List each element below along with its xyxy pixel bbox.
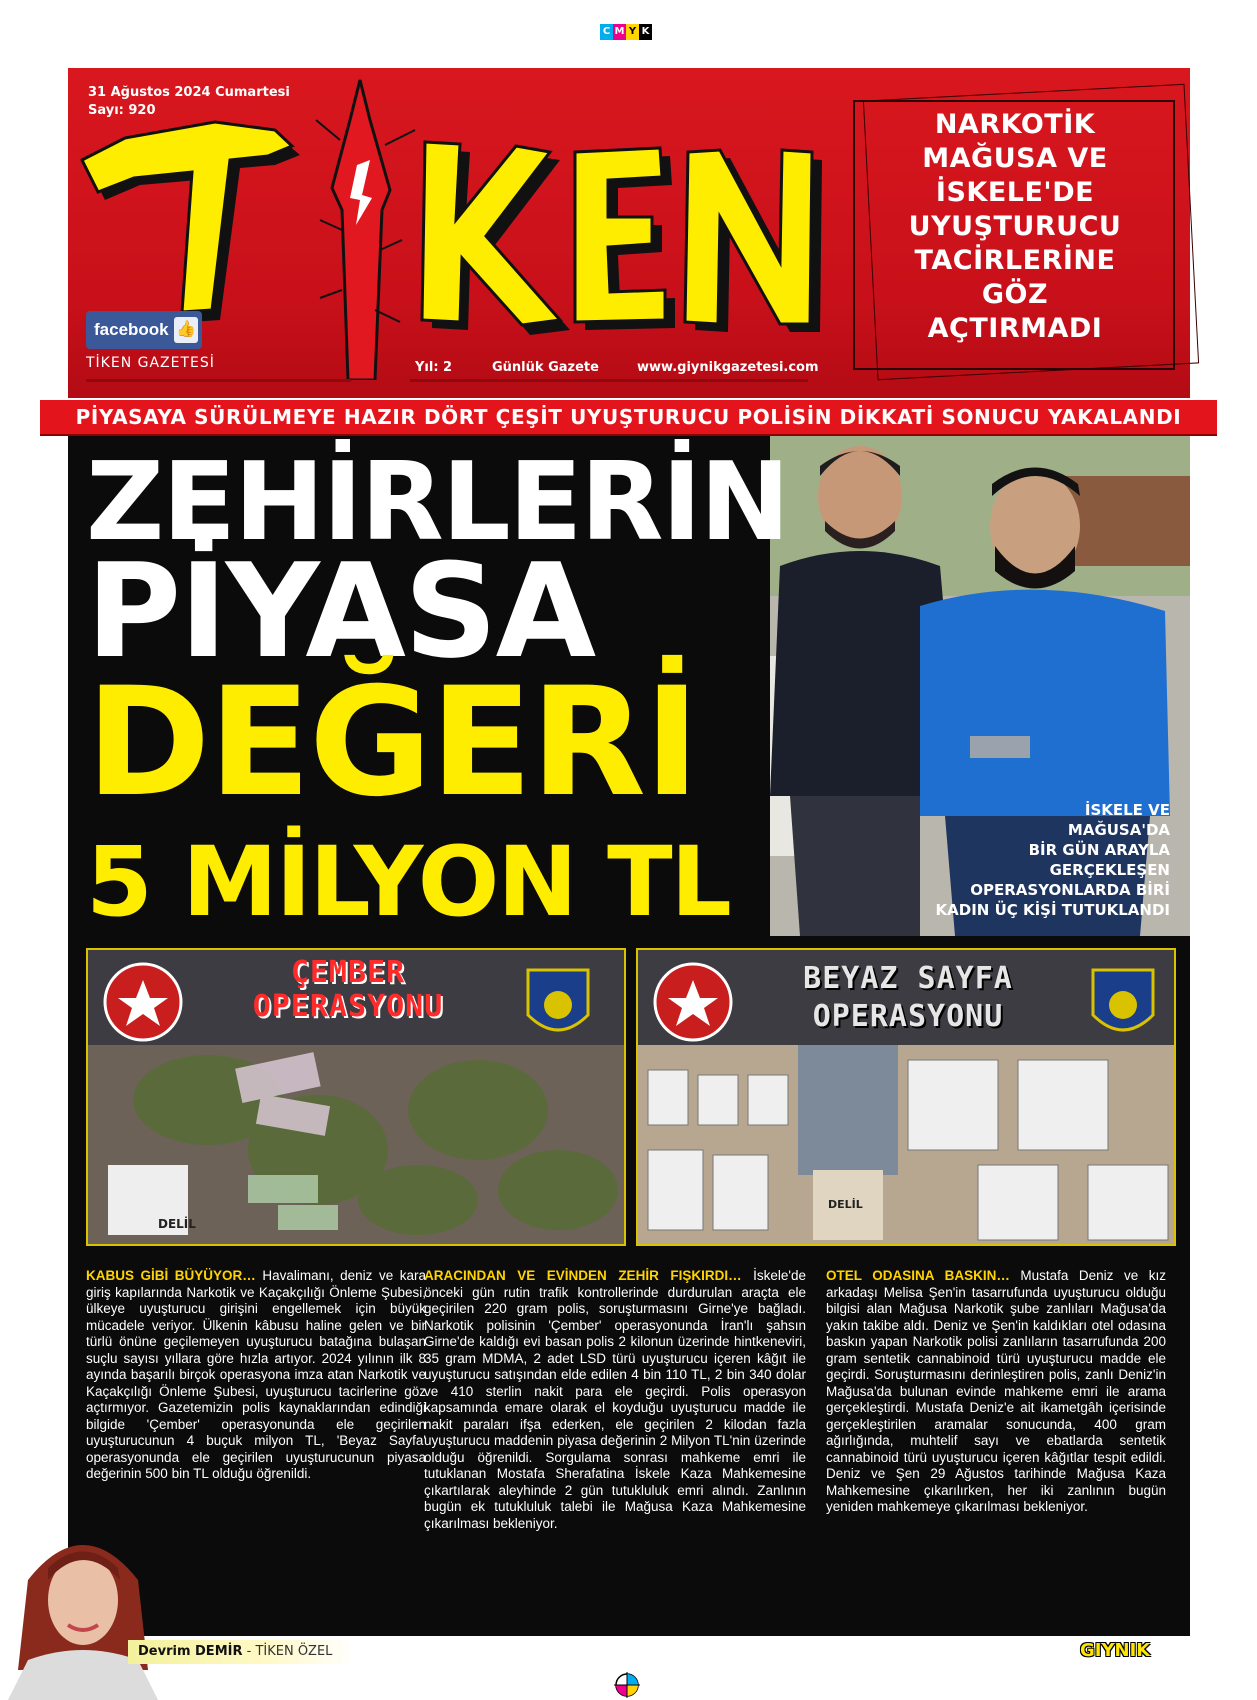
beyaz-sayfa-operation-panel — [636, 948, 1176, 1246]
column-body: İskele'de önceki gün rutin trafik kontrollerinde durdurulan araçta ele geçirilen 220 gram polis, soruşturmasını Girne'ye bağladı. Narkotik polisinin 'Çember' operasyonunda İran'lı şahsın Girne'de kaldığı evi basan polis 2 kilonun üzerinde hintkeneviri, 35 gram MDMA, 2 adet LSD türü uyuşturucu içeren kâğıt ile uyuşturucu satışından elde edilen 4 bin 110 TL, 2 bin 340 dolar ve 410 sterlin nakit para ele geçirdi. Polis operasyon kapsamında emare olarak el koyduğu uyuşturucu madde ile nakit paraları ifşa ederken, ele geçirilen 2 kilodan fazla uyuşturucu maddenin piyasa değerinin 2 Milyon TL'nin üzerinde olduğu öğrenildi. Sorgulama sonrası mahkeme emri ile tutuklanan Mostafa Sherafatina İskele Kaza Mahkemesine çıkartılarak aleyhinde 2 gün tutukluluk emri alındı. Zanlının bugün ek tutukluluk talebi ile Mağusa Kaza Mahkemesine çıkarılması bekleniyor. — [424, 1268, 806, 1531]
cmyk-mark: C M Y K — [600, 24, 652, 40]
issue-number: Sayı: 920 — [88, 103, 156, 118]
caption-line: İSKELE VE — [1084, 801, 1170, 819]
headline-line-1: ZEHİRLERİN — [86, 440, 789, 565]
website[interactable]: www.giynikgazetesi.com — [637, 360, 819, 375]
narkotik-badge-icon — [105, 964, 181, 1040]
side-headline-line: NARKOTİK — [934, 109, 1096, 140]
photo-caption — [870, 800, 1170, 920]
author-portrait — [8, 1520, 158, 1700]
panel-title-line: OPERASYONU — [252, 989, 444, 1024]
facebook-page-name: TİKEN GAZETESİ — [86, 355, 215, 371]
evidence-label: DELİL — [828, 1198, 863, 1211]
caption-line: MAĞUSA'DA — [1067, 821, 1170, 839]
divider — [86, 379, 351, 382]
article-column-2 — [424, 1268, 806, 1532]
police-badge-icon — [1093, 970, 1153, 1030]
paper-type: Günlük Gazete — [492, 360, 599, 375]
facebook-label: facebook — [94, 320, 169, 339]
beyaz-sayfa-title — [728, 960, 1088, 1036]
issue-date: 31 Ağustos 2024 Cumartesi — [88, 85, 290, 100]
panel-title-line: ÇEMBER — [290, 955, 406, 990]
kicker-banner: PİYASAYA SÜRÜLMEYE HAZIR DÖRT ÇEŞİT UYUŞTURUCU POLİSİN DİKKATİ SONUCU YAKALANDI — [40, 400, 1217, 434]
headline-line-4: 5 MİLYON TL — [86, 826, 730, 938]
side-headline-line: GÖZ — [981, 279, 1049, 310]
side-headline-line: TACİRLERİNE — [914, 245, 1116, 276]
author-name: Devrim DEMİR — [138, 1644, 243, 1659]
caption-line: GERÇEKLEŞEN — [1049, 861, 1170, 879]
column-body: Mustafa Deniz ve kız arkadaşı Melisa Şen'in tasarrufunda uyuşturucu olduğu bilgisi alan Mağusa Narkotik şube zanlıları Mağusa'da yakın takibe aldı. Deniz ve Şen'in kaldıkları otel odasına baskın yapan Narkotik polisi zanlıların tasarrufunda 200 gram sentetik cannabinoid türü uyuşturucu madde ele geçirdi. Soruşturmasını derinleştiren polis, zanlı Deniz'in Mağusa'da bulunan evinde mahkeme emri ile arama gerçekleştirdi. Mustafa Deniz'e ait ikametgâh içerisinde gerçekleştirilen aramalar sonucunda, 400 gram ağırlığında, muhtelif sayı ve ebatlarda sentetik cannabinoid türü uyuşturucu içeren kâğıtlar tespit edildi. Deniz ve Şen 29 Ağustos tarihinde Mağusa Kaza Mahkemesine çıkarılırken, her iki zanlının bugün yeniden mahkemeye çıkarılması bekleniyor. — [826, 1268, 1166, 1514]
column-lead: KABUS GİBİ BÜYÜYOR… — [86, 1268, 256, 1283]
side-headline — [860, 108, 1170, 346]
article-column-3 — [826, 1268, 1166, 1516]
side-headline-line: UYUŞTURUCU — [908, 211, 1122, 242]
evidence-label: DELİL — [158, 1217, 196, 1231]
column-lead: OTEL ODASINA BASKIN… — [826, 1268, 1010, 1283]
caption-line: KADIN ÜÇ KİŞİ TUTUKLANDI — [935, 901, 1170, 919]
side-headline-line: AÇTIRMADI — [927, 313, 1103, 344]
author-tag: - TİKEN ÖZEL — [246, 1644, 333, 1659]
caption-line: BİR GÜN ARAYLA — [1028, 841, 1170, 859]
cember-title — [178, 956, 518, 1024]
thumbs-up-icon: 👍 — [174, 317, 198, 343]
divider — [410, 379, 808, 382]
panel-title-line: OPERASYONU — [812, 999, 1004, 1034]
headline-line-2: PİYASA — [86, 535, 595, 687]
article-column-1 — [86, 1268, 426, 1483]
facebook-badge[interactable] — [86, 311, 202, 349]
cember-operation-panel — [86, 948, 626, 1246]
headline-line-3: DEĞERİ — [86, 656, 698, 830]
police-badge-icon — [528, 970, 588, 1030]
caption-line: OPERASYONLARDA BİRİ — [970, 881, 1170, 899]
giynik-logo: GIYNIK — [1080, 1640, 1151, 1661]
panel-title-line: BEYAZ SAYFA — [803, 961, 1013, 996]
year-label: Yıl: 2 — [415, 360, 453, 375]
side-headline-line: İSKELE'DE — [935, 177, 1095, 208]
narkotik-badge-icon — [655, 964, 731, 1040]
registration-target-icon — [614, 1672, 640, 1698]
author-byline — [128, 1640, 356, 1664]
side-headline-line: MAĞUSA VE — [922, 143, 1108, 174]
column-body: Havalimanı, deniz ve kara giriş kapılarında Narkotik ve Kaçakçılığı Önleme Şubesi, ülkeye uyuşturucu girişini engellemek için büyük mücadele veriyor. Ülkenin kâbusu haline gelen ve bir türlü önüne geçilemeyen uyuşturucu batağına bulaşan suçlu sayısı yıllara göre hızla artıyor. 2024 yılının ilk 8 ayında başarılı birçok operasyona imza atan Narkotik ve Kaçakçılığı Önleme Şubesi, uyuşturucu tacirlerine göz açtırmıyor. Gazetemizin polis kaynaklarından edindiği bilgide 'Çember' operasyonunda ele geçirilen uyuşturucunun 4 buçuk milyon TL, 'Beyaz Sayfa' operasyonunda ele geçirilen uyuşturucunun piyasa değerinin 500 bin TL olduğu öğrenildi. — [86, 1268, 426, 1481]
column-lead: ARACINDAN VE EVİNDEN ZEHİR FIŞKIRDI… — [424, 1268, 742, 1283]
issue-date-block — [88, 84, 290, 120]
